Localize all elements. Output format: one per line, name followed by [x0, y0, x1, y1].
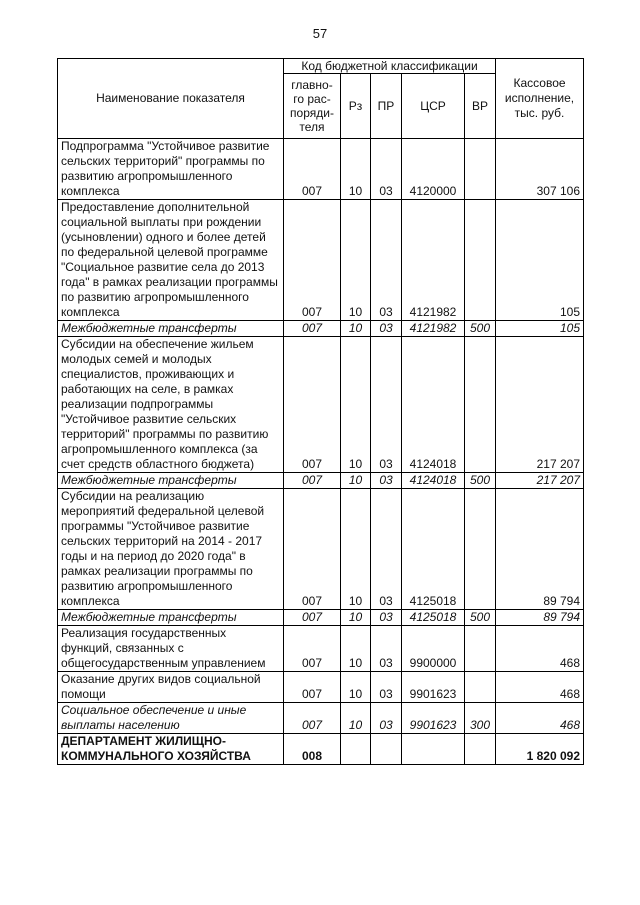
cell-pr: 03	[371, 337, 402, 473]
cell-csr: 9901623	[402, 672, 465, 703]
cell-vr	[465, 200, 496, 321]
cell-grs: 007	[284, 672, 341, 703]
cell-rz: 10	[341, 626, 371, 672]
table-row	[58, 473, 584, 489]
cell-rz: 10	[341, 200, 371, 321]
cell-csr: 4124018	[402, 337, 465, 473]
header-csr: ЦСР	[402, 74, 465, 139]
header-name: Наименование показателя	[58, 59, 284, 139]
cell-grs: 007	[284, 610, 341, 626]
cell-pr: 03	[371, 473, 402, 489]
cell-rz: 10	[341, 473, 371, 489]
cell-rz: 10	[341, 321, 371, 337]
cell-csr: 4125018	[402, 610, 465, 626]
cell-amount: 468	[496, 703, 584, 734]
cell-pr: 03	[371, 610, 402, 626]
table-row	[58, 734, 584, 765]
cell-name: Субсидии на реализацию мероприятий федеральной целевой программы "Устойчивое развитие сельских территорий на 2014 - 2017 годы и на период до 2020 года" в рамках реализации программы по развитию агропромышленного комплекса	[58, 489, 284, 610]
cell-pr: 03	[371, 489, 402, 610]
header-code-group: Код бюджетной классификации	[284, 59, 496, 74]
header-vr: ВР	[465, 74, 496, 139]
cell-name: Подпрограмма "Устойчивое развитие сельских территорий" программы по развитию агропромышленного комплекса	[58, 139, 284, 200]
cell-rz: 10	[341, 489, 371, 610]
cell-pr: 03	[371, 626, 402, 672]
header-pr: ПР	[371, 74, 402, 139]
cell-rz: 10	[341, 337, 371, 473]
cell-name: ДЕПАРТАМЕНТ ЖИЛИЩНО-КОММУНАЛЬНОГО ХОЗЯЙСТВА	[58, 734, 284, 765]
cell-csr: 4120000	[402, 139, 465, 200]
cell-rz	[341, 734, 371, 765]
cell-pr	[371, 734, 402, 765]
cell-amount: 468	[496, 626, 584, 672]
header-amount: Кассовое исполнение, тыс. руб.	[496, 59, 584, 139]
table-row	[58, 200, 584, 321]
cell-amount: 468	[496, 672, 584, 703]
header-rz: Рз	[341, 74, 371, 139]
cell-name: Предоставление дополнительной социальной выплаты при рождении (усыновлении) одного и более детей по федеральной целевой программе "Социальное развитие села до 2013 года" в рамках реализации программы по развитию агропромышленного комплекса	[58, 200, 284, 321]
table-row	[58, 139, 584, 200]
cell-name: Реализация государственных функций, связанных с общегосударственным управлением	[58, 626, 284, 672]
cell-csr: 4125018	[402, 489, 465, 610]
cell-rz: 10	[341, 139, 371, 200]
cell-csr	[402, 734, 465, 765]
cell-vr	[465, 489, 496, 610]
cell-rz: 10	[341, 610, 371, 626]
cell-grs: 007	[284, 337, 341, 473]
budget-table	[57, 58, 584, 765]
page-number: 57	[312, 26, 328, 41]
cell-amount: 105	[496, 321, 584, 337]
table-row	[58, 672, 584, 703]
cell-csr: 9900000	[402, 626, 465, 672]
cell-amount: 307 106	[496, 139, 584, 200]
table-row	[58, 321, 584, 337]
cell-vr	[465, 734, 496, 765]
cell-name: Межбюджетные трансферты	[58, 473, 284, 489]
cell-grs: 007	[284, 489, 341, 610]
cell-name: Социальное обеспечение и иные выплаты населению	[58, 703, 284, 734]
cell-csr: 4121982	[402, 321, 465, 337]
cell-vr	[465, 337, 496, 473]
table-row	[58, 337, 584, 473]
table-row	[58, 626, 584, 672]
table-body	[58, 139, 584, 765]
cell-rz: 10	[341, 703, 371, 734]
cell-amount: 89 794	[496, 610, 584, 626]
cell-name: Межбюджетные трансферты	[58, 321, 284, 337]
cell-name: Субсидии на обеспечение жильем молодых семей и молодых специалистов, проживающих и работающих на селе, в рамках реализации подпрограммы "Устойчивое развитие сельских территорий" программы по развитию агропромышленного комплекса (за счет средств областного бюджета)	[58, 337, 284, 473]
cell-vr	[465, 626, 496, 672]
cell-vr: 300	[465, 703, 496, 734]
cell-vr: 500	[465, 610, 496, 626]
cell-grs: 007	[284, 139, 341, 200]
table-row	[58, 489, 584, 610]
table-row	[58, 703, 584, 734]
cell-pr: 03	[371, 139, 402, 200]
cell-grs: 007	[284, 321, 341, 337]
cell-name: Межбюджетные трансферты	[58, 610, 284, 626]
cell-pr: 03	[371, 672, 402, 703]
cell-name: Оказание других видов социальной помощи	[58, 672, 284, 703]
cell-csr: 4124018	[402, 473, 465, 489]
cell-grs: 007	[284, 473, 341, 489]
cell-rz: 10	[341, 672, 371, 703]
cell-grs: 008	[284, 734, 341, 765]
cell-pr: 03	[371, 321, 402, 337]
cell-csr: 4121982	[402, 200, 465, 321]
cell-amount: 1 820 092	[496, 734, 584, 765]
cell-amount: 217 207	[496, 337, 584, 473]
cell-vr: 500	[465, 321, 496, 337]
cell-grs: 007	[284, 626, 341, 672]
cell-amount: 105	[496, 200, 584, 321]
cell-csr: 9901623	[402, 703, 465, 734]
cell-vr: 500	[465, 473, 496, 489]
cell-pr: 03	[371, 200, 402, 321]
cell-vr	[465, 139, 496, 200]
cell-amount: 217 207	[496, 473, 584, 489]
header-grs: главно-го рас-поряди-теля	[284, 74, 341, 139]
cell-grs: 007	[284, 200, 341, 321]
cell-grs: 007	[284, 703, 341, 734]
cell-amount: 89 794	[496, 489, 584, 610]
cell-vr	[465, 672, 496, 703]
cell-pr: 03	[371, 703, 402, 734]
table-row	[58, 610, 584, 626]
